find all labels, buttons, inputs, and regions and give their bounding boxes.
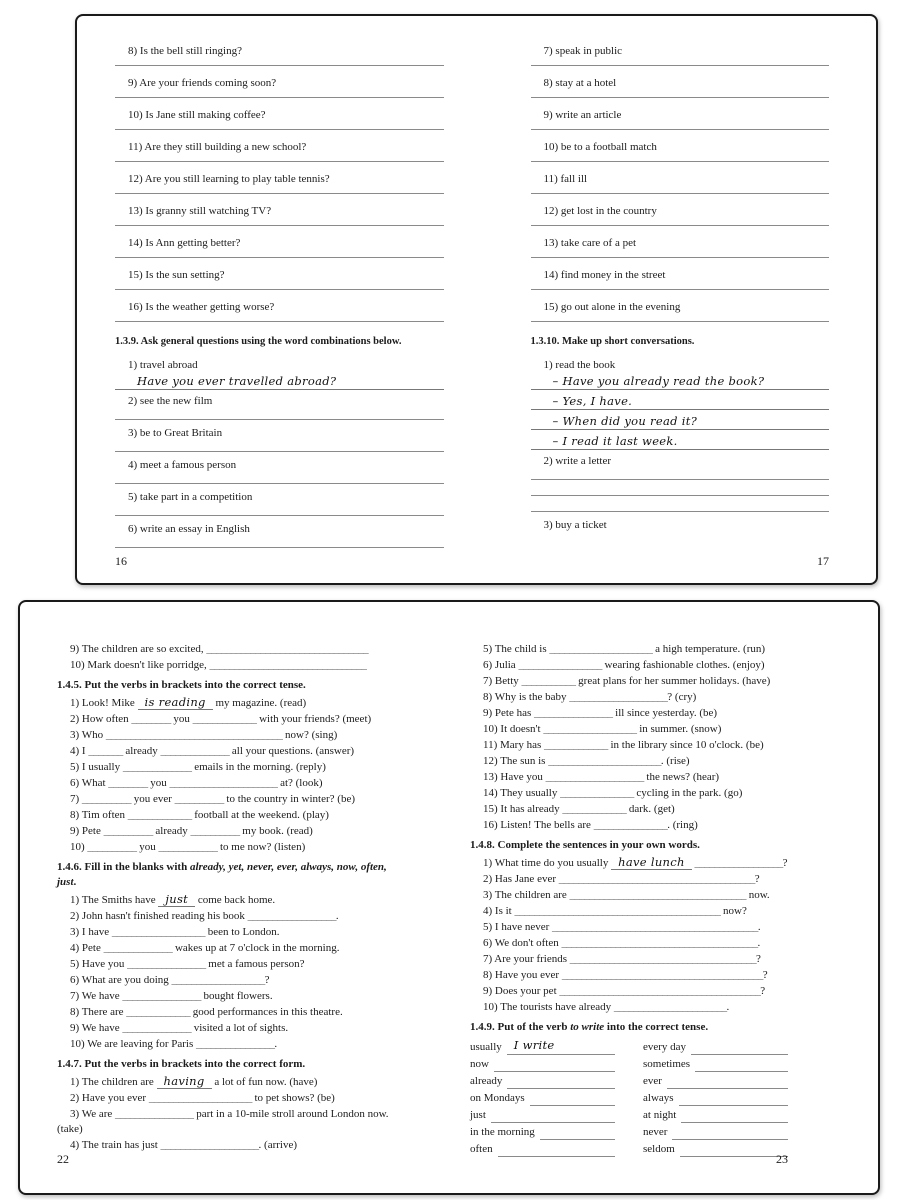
pair-word: always	[643, 1092, 674, 1104]
question-item	[115, 44, 444, 66]
answer-line	[531, 315, 830, 322]
question-item	[531, 268, 830, 290]
handwritten-line: – When did you read it?	[531, 414, 830, 430]
question-item	[531, 300, 830, 322]
write-in-blank: __________	[174, 793, 224, 805]
question-text: 11) Are they still building a new school?	[128, 141, 307, 153]
write-line	[491, 1110, 615, 1123]
fill-in-sentence: 3) Who ____________________________________ now? (sing)	[70, 729, 338, 741]
question-text: 8) stay at a hotel	[543, 77, 617, 89]
write-line	[681, 1110, 788, 1123]
fill-in-sentence: 1) Look! Mike is reading my magazine. (read)	[70, 695, 307, 709]
pair-cell	[470, 1038, 615, 1055]
answer-line	[531, 91, 830, 98]
pair-cell	[643, 1142, 788, 1157]
question-text: 13) take care of a pet	[543, 237, 637, 249]
question-item	[115, 236, 444, 258]
fill-in-sentence: 9) Pete __________ already __________ my book. (read)	[70, 825, 313, 837]
write-line	[540, 1127, 615, 1140]
write-in-blank: _____________	[544, 739, 608, 751]
pair-cell	[643, 1038, 788, 1055]
write-in-blank: ___________________	[543, 723, 637, 735]
fill-in-sentence: 9) Pete has ________________ ill since yesterday. (be)	[483, 707, 718, 719]
fill-in-sentence: 12) The sun is _______________________. (rise)	[483, 755, 690, 767]
question-text: 10) Is Jane still making coffee?	[128, 109, 266, 121]
answer-line	[115, 123, 444, 130]
fill-in-sentence: 4) I _______ already ______________ all your questions. (answer)	[70, 745, 355, 757]
pairs-row	[470, 1074, 788, 1089]
page-17	[477, 16, 877, 583]
write-in-blank: _____________________	[148, 1092, 252, 1104]
fill-in-sentence: 6) We don't often ________________________________________.	[483, 937, 761, 949]
write-in-blank: ________________	[534, 707, 613, 719]
write-in-blank: ________________	[115, 1108, 194, 1120]
handwritten-answer: I write	[513, 1038, 555, 1052]
fill-in-sentence: 6) What are you doing ___________________?	[70, 974, 270, 986]
handwritten-answer: having	[157, 1074, 212, 1089]
question-item	[531, 204, 830, 226]
pair-word: in the morning	[470, 1126, 535, 1138]
pairs-row	[470, 1108, 788, 1123]
write-in-blank: ______________________________________	[569, 953, 756, 965]
pair-word: sometimes	[643, 1058, 691, 1070]
question-text: 13) Is granny still watching TV?	[128, 205, 272, 217]
answer-line	[115, 506, 444, 516]
page-16-content	[115, 44, 444, 548]
write-in-blank: ________________	[127, 958, 206, 970]
write-in-blank: __________	[103, 825, 153, 837]
pair-word: ever	[643, 1075, 662, 1087]
fill-in-sentence: 4) Pete ______________ wakes up at 7 o'clock in the morning.	[70, 942, 340, 954]
handwritten-line: – Have you already read the book?	[531, 374, 830, 390]
write-line	[672, 1127, 788, 1140]
fill-in-sentence: 9) We have ______________ visited a lot of sights.	[70, 1022, 289, 1034]
pair-cell	[643, 1125, 788, 1140]
write-in-blank: ____________	[158, 841, 218, 853]
write-line	[530, 1093, 615, 1106]
answer-line	[531, 283, 830, 290]
exercise-heading: 1.3.10. Make up short conversations.	[530, 336, 695, 347]
answer-line	[531, 219, 830, 226]
question-text: 10) be to a football match	[543, 141, 657, 153]
pair-word: every day	[643, 1041, 687, 1053]
fill-in-sentence: 5) I usually ______________ emails in the morning. (reply)	[70, 761, 326, 773]
write-in-blank: _______________________	[548, 755, 661, 767]
fill-in-sentence: 13) Have you ____________________ the news? (hear)	[483, 771, 720, 783]
answer-line	[531, 155, 830, 162]
question-item	[115, 76, 444, 98]
write-in-blank: __________________________________________	[552, 921, 758, 933]
write-in-blank: ________________________________	[209, 659, 367, 671]
exercise-prompt: 2) write a letter	[543, 455, 611, 467]
question-text: 9) Are your friends coming soon?	[128, 77, 277, 89]
fill-in-sentence: 10) The tourists have already _______________________.	[483, 1001, 730, 1013]
fill-in-sentence: 10) __________ you ____________ to me now? (listen)	[70, 841, 306, 853]
exercise-prompt: 6) write an essay in English	[128, 523, 250, 535]
fill-in-sentence: 1) The Smiths have just come back home.	[70, 892, 276, 906]
fill-in-sentence: 11) Mary has _____________ in the library since 10 o'clock. (be)	[483, 739, 764, 751]
write-in-blank: _______________	[593, 819, 668, 831]
write-line	[507, 1076, 615, 1089]
question-text: 12) Are you still learning to play table tennis?	[128, 173, 330, 185]
question-item	[115, 300, 444, 322]
answer-line	[531, 502, 830, 512]
pair-word: usually	[470, 1041, 502, 1053]
fill-in-sentence: 2) John hasn't finished reading his book __________________.	[70, 910, 339, 922]
write-in-blank: ________________________________________	[561, 937, 758, 949]
page-number-17: 17	[817, 554, 829, 568]
write-in-blank: __________	[87, 841, 137, 853]
pair-cell	[643, 1108, 788, 1123]
fill-in-sentence: 7) Betty ___________ great plans for her summer holidays. (have)	[483, 675, 771, 687]
page-number-22: 22	[57, 1152, 69, 1166]
pair-cell	[470, 1091, 615, 1106]
fill-in-sentence: 4) Is it __________________________________________ now?	[483, 905, 747, 917]
question-text: 12) get lost in the country	[543, 205, 657, 217]
page-number-16: 16	[115, 554, 127, 568]
question-item	[531, 236, 830, 258]
handwritten-answer: just	[158, 892, 195, 907]
write-in-blank: ________________	[122, 990, 201, 1002]
handwritten-answer: have lunch	[611, 855, 692, 870]
question-item	[115, 172, 444, 194]
exercise-prompt: 2) see the new film	[128, 395, 213, 407]
exercise-heading: 1.4.5. Put the verbs in brackets into the correct tense.	[57, 679, 306, 691]
pair-cell	[470, 1125, 615, 1140]
write-in-blank: __________________	[694, 857, 783, 869]
write-in-blank: __________	[81, 793, 131, 805]
write-line	[695, 1059, 788, 1072]
write-line	[691, 1042, 788, 1055]
fill-in-sentence: 8) Why is the baby ____________________? (cry)	[483, 691, 697, 703]
pair-word: often	[470, 1143, 493, 1155]
fill-in-sentence: 10) Mark doesn't like porridge, ________________________________	[70, 659, 367, 671]
write-in-blank: ____________________	[545, 771, 644, 783]
fill-in-sentence: 1) The children are having a lot of fun now. (have)	[70, 1074, 318, 1088]
handwritten-line: Have you ever travelled abroad?	[115, 374, 444, 390]
fill-in-sentence: 4) The train has just ____________________. (arrive)	[70, 1139, 298, 1151]
question-text: 16) Is the weather getting worse?	[128, 301, 275, 313]
write-in-blank: ________________________________________	[558, 873, 755, 885]
fill-in-sentence: 2) Has Jane ever ________________________________________?	[483, 873, 760, 885]
write-in-blank: _______	[88, 745, 123, 757]
pair-word: just	[470, 1109, 486, 1121]
answer-line	[115, 410, 444, 420]
page-16	[77, 16, 477, 583]
fill-in-sentence: 3) The children are ____________________________________ now.	[483, 889, 770, 901]
pairs-row	[470, 1057, 788, 1072]
fill-in-sentence: 6) What ________ you ______________________ at? (look)	[70, 777, 323, 789]
write-in-blank: _____________	[126, 1006, 190, 1018]
write-in-blank: ___________________	[111, 926, 205, 938]
write-in-blank: _______________________	[613, 1001, 727, 1013]
answer-line	[531, 123, 830, 130]
answer-line	[115, 59, 444, 66]
answer-line	[531, 251, 830, 258]
write-line	[494, 1059, 615, 1072]
exercise-prompt: 1) travel abroad	[128, 359, 198, 371]
write-line	[680, 1144, 788, 1157]
write-line	[667, 1076, 788, 1089]
fill-in-sentence: 5) The child is _____________________ a high temperature. (run)	[483, 643, 766, 655]
answer-line	[115, 155, 444, 162]
write-in-blank: _____________	[562, 803, 627, 815]
write-in-blank: ____________________________________	[569, 889, 746, 901]
question-text: 14) find money in the street	[543, 269, 666, 281]
question-text: 15) Is the sun setting?	[128, 269, 225, 281]
write-in-blank: ____________________________________	[105, 729, 283, 741]
question-text: 15) go out alone in the evening	[543, 301, 681, 313]
question-item	[531, 76, 830, 98]
fill-in-sentence: 5) I have never __________________________________________.	[483, 921, 761, 933]
pair-cell	[643, 1074, 788, 1089]
pairs-row	[470, 1142, 788, 1157]
pair-word: now	[470, 1058, 489, 1070]
pair-word: never	[643, 1126, 668, 1138]
fill-in-sentence: 7) __________ you ever __________ to the country in winter? (be)	[70, 793, 355, 805]
fill-in-sentence: 7) Are your friends ______________________________________?	[483, 953, 761, 965]
write-in-blank: __________________________________________	[514, 905, 721, 917]
exercise-heading: 1.3.9. Ask general questions using the word combinations below.	[115, 336, 402, 347]
pairs-row	[470, 1125, 788, 1140]
write-line	[507, 1038, 615, 1055]
spread-pages-22-23	[18, 600, 880, 1195]
question-item	[115, 204, 444, 226]
write-in-blank: __________	[190, 825, 240, 837]
write-in-blank: ______________________	[169, 777, 278, 789]
fill-in-sentence: 15) It has already _____________ dark. (get)	[483, 803, 675, 815]
handwritten-answer: is reading	[138, 695, 213, 710]
answer-line	[115, 474, 444, 484]
answer-line	[531, 470, 830, 480]
question-item	[531, 108, 830, 130]
write-in-blank: _____________________	[549, 643, 653, 655]
write-in-blank: ______________	[103, 942, 173, 954]
answer-line	[115, 315, 444, 322]
word-pairs-table	[470, 1038, 788, 1157]
fill-in-sentence: 3) We are ________________ part in a 10-mile stroll around London now. (take)	[57, 1108, 389, 1135]
write-in-blank: _________________________________	[206, 643, 369, 655]
question-text: 7) speak in public	[543, 45, 623, 57]
fill-in-sentence: 2) How often ________ you _____________ with your friends? (meet)	[70, 713, 372, 725]
answer-line	[531, 59, 830, 66]
exercise-prompt: 5) take part in a competition	[128, 491, 253, 503]
fill-in-sentence: 7) We have ________________ bought flowers.	[70, 990, 273, 1002]
page-22	[20, 602, 449, 1193]
fill-in-sentence: 14) They usually _______________ cycling in the park. (go)	[483, 787, 743, 799]
question-item	[531, 140, 830, 162]
exercise-prompt: 1) read the book	[543, 359, 616, 371]
write-in-blank: _________________________________________	[559, 985, 761, 997]
exercise-heading: 1.4.6. Fill in the blanks with already, yet, never, ever, always, now, often, just.	[57, 861, 387, 888]
pair-cell	[470, 1142, 615, 1157]
pair-cell	[470, 1057, 615, 1072]
answer-line	[531, 187, 830, 194]
answer-line	[115, 538, 444, 548]
question-text: 8) Is the bell still ringing?	[128, 45, 242, 57]
write-line	[498, 1144, 615, 1157]
write-line	[679, 1093, 788, 1106]
page-22-content	[57, 642, 405, 1153]
fill-in-sentence: 3) I have ___________________ been to London.	[70, 926, 280, 938]
handwritten-line: – Yes, I have.	[531, 394, 830, 410]
fill-in-sentence: 9) The children are so excited, _________________________________	[70, 643, 369, 655]
exercise-prompt: 4) meet a famous person	[128, 459, 237, 471]
handwritten-line: – I read it last week.	[531, 434, 830, 450]
write-in-blank: ____________________	[160, 1139, 259, 1151]
write-in-blank: ________________	[195, 1038, 275, 1050]
write-in-blank: ___________	[521, 675, 576, 687]
exercise-prompt: 3) buy a ticket	[543, 519, 607, 531]
answer-line	[115, 91, 444, 98]
fill-in-sentence: 10) We are leaving for Paris ________________.	[70, 1038, 278, 1050]
write-in-blank: ________	[131, 713, 171, 725]
pair-cell	[470, 1108, 615, 1123]
write-in-blank: _________________________________________	[561, 969, 763, 981]
italic-phrase: already, yet, never, ever, always, now, often, just	[57, 861, 387, 888]
pair-cell	[643, 1057, 788, 1072]
answer-line	[115, 283, 444, 290]
write-in-blank: _____________	[192, 713, 257, 725]
exercise-heading: 1.4.7. Put the verbs in brackets into the correct form.	[57, 1058, 306, 1070]
answer-line	[115, 187, 444, 194]
question-item	[115, 140, 444, 162]
question-text: 14) Is Ann getting better?	[128, 237, 241, 249]
fill-in-sentence: 8) Have you ever _________________________________________?	[483, 969, 768, 981]
question-text: 11) fall ill	[543, 173, 588, 185]
pairs-row	[470, 1091, 788, 1106]
write-in-blank: ________	[108, 777, 148, 789]
fill-in-sentence: 1) What time do you usually have lunch __________________?	[483, 855, 788, 869]
page-23-content	[470, 642, 788, 1157]
fill-in-sentence: 8) There are _____________ good performances in this theatre.	[70, 1006, 343, 1018]
exercise-heading: 1.4.9. Put of the verb to write into the correct tense.	[470, 1021, 709, 1033]
pair-cell	[470, 1074, 615, 1089]
fill-in-sentence: 8) Tim often _____________ football at the weekend. (play)	[70, 809, 329, 821]
write-in-blank: _____________	[127, 809, 192, 821]
write-in-blank: __________________	[247, 910, 336, 922]
pair-cell	[643, 1091, 788, 1106]
page-17-content	[531, 44, 830, 533]
write-in-blank: ___________________	[171, 974, 265, 986]
write-in-blank: ______________	[122, 761, 192, 773]
italic-phrase: to write	[570, 1021, 605, 1033]
write-in-blank: _________________	[518, 659, 602, 671]
question-item	[531, 172, 830, 194]
question-item	[115, 268, 444, 290]
answer-line	[115, 251, 444, 258]
answer-line	[115, 219, 444, 226]
exercise-heading: 1.4.8. Complete the sentences in your own words.	[470, 839, 700, 851]
pair-word: on Mondays	[470, 1092, 525, 1104]
answer-line	[115, 442, 444, 452]
write-in-blank: _______________	[560, 787, 634, 799]
pairs-row	[470, 1038, 788, 1055]
fill-in-sentence: 10) It doesn't ___________________ in summer. (snow)	[483, 723, 722, 735]
pair-word: at night	[643, 1109, 677, 1121]
fill-in-sentence: 6) Julia _________________ wearing fashionable clothes. (enjoy)	[483, 659, 765, 671]
page-23	[449, 602, 878, 1193]
question-text: 9) write an article	[543, 109, 622, 121]
write-in-blank: ______________	[122, 1022, 191, 1034]
pair-word: already	[470, 1075, 503, 1087]
question-item	[115, 108, 444, 130]
write-in-blank: ____________________	[569, 691, 668, 703]
spread-pages-16-17	[75, 14, 878, 585]
fill-in-sentence: 5) Have you ________________ met a famous person?	[70, 958, 305, 970]
fill-in-sentence: 2) Have you ever _____________________ to pet shows? (be)	[70, 1092, 335, 1104]
pair-word: seldom	[643, 1143, 675, 1155]
page-number-23: 23	[776, 1152, 788, 1166]
fill-in-sentence: 16) Listen! The bells are _______________. (ring)	[483, 819, 698, 831]
question-item	[531, 44, 830, 66]
exercise-prompt: 3) be to Great Britain	[128, 427, 223, 439]
answer-line	[531, 486, 830, 496]
fill-in-sentence: 9) Does your pet _________________________________________?	[483, 985, 766, 997]
write-in-blank: ______________	[160, 745, 230, 757]
